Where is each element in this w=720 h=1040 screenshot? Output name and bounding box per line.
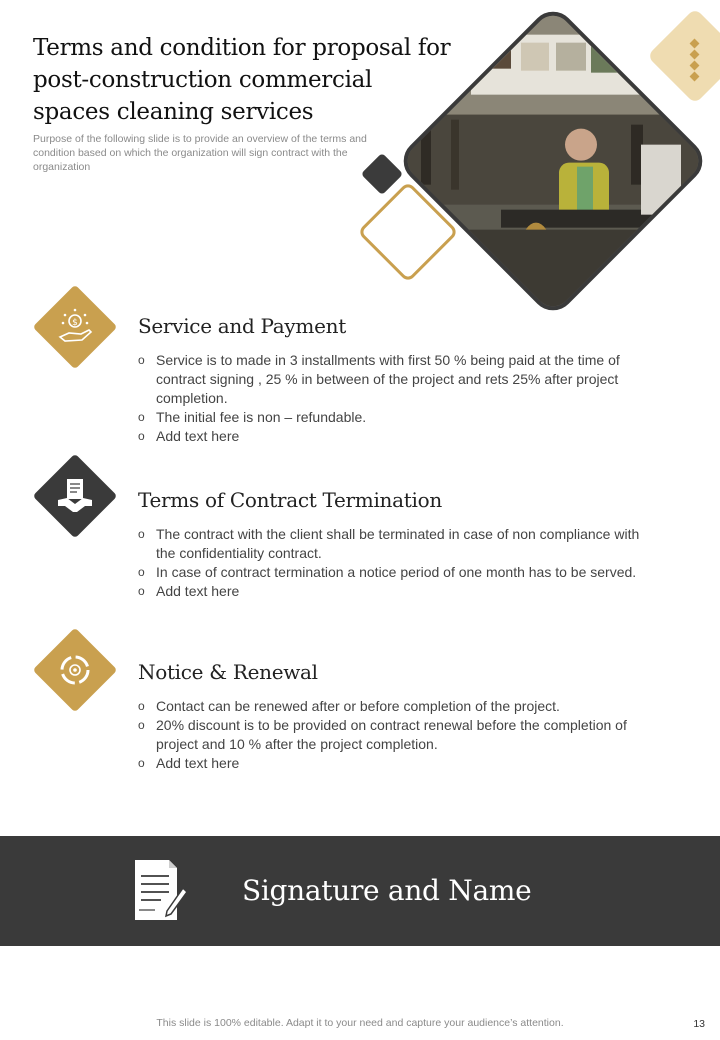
page-title: Terms and condition for proposal for post-construction commercial spaces cleaning services xyxy=(33,35,451,125)
renewal-cycle-icon xyxy=(33,628,118,713)
list-item: o The contract with the client shall be terminated in case of non compliance with the confidentiality contract. xyxy=(138,525,658,563)
decorative-cream-diamond xyxy=(647,8,720,104)
section-heading-contract-termination: Terms of Contract Termination xyxy=(138,488,442,512)
document-pen-icon xyxy=(133,858,189,924)
notice-renewal-list xyxy=(138,697,658,773)
list-item: o The initial fee is non – refundable. xyxy=(138,408,658,427)
svg-text:$: $ xyxy=(72,318,78,328)
list-item: o Add text here xyxy=(138,427,658,446)
list-item: o Add text here xyxy=(138,582,658,601)
hand-money-icon xyxy=(33,285,118,370)
page-number: 13 xyxy=(693,1018,705,1030)
handshake-contract-icon xyxy=(33,454,118,539)
decorative-dots-icon xyxy=(687,40,701,84)
service-payment-list xyxy=(138,351,658,446)
list-item: o Contact can be renewed after or before completion of the project. xyxy=(138,697,658,716)
list-item: o In case of contract termination a notice period of one month has to be served. xyxy=(138,563,658,582)
list-item: o 20% discount is to be provided on contract renewal before the completion of project and 10 % after the project completion. xyxy=(138,716,658,754)
page-subtitle: Purpose of the following slide is to provide an overview of the terms and condition based on which the organization will sign contract with the organization xyxy=(33,133,367,173)
section-heading-notice-renewal: Notice & Renewal xyxy=(138,660,318,684)
list-item: o Add text here xyxy=(138,754,658,773)
signature-label: Signature and Name xyxy=(242,874,532,907)
contract-termination-list xyxy=(138,525,658,601)
list-item: o Service is to made in 3 installments with first 50 % being paid at the time of contract signing , 25 % in between of the project and rets 25% after project completion. xyxy=(138,351,658,408)
footer-note: This slide is 100% editable. Adapt it to your need and capture your audience’s attention. xyxy=(156,1017,564,1029)
section-heading-service-payment: Service and Payment xyxy=(138,314,346,338)
